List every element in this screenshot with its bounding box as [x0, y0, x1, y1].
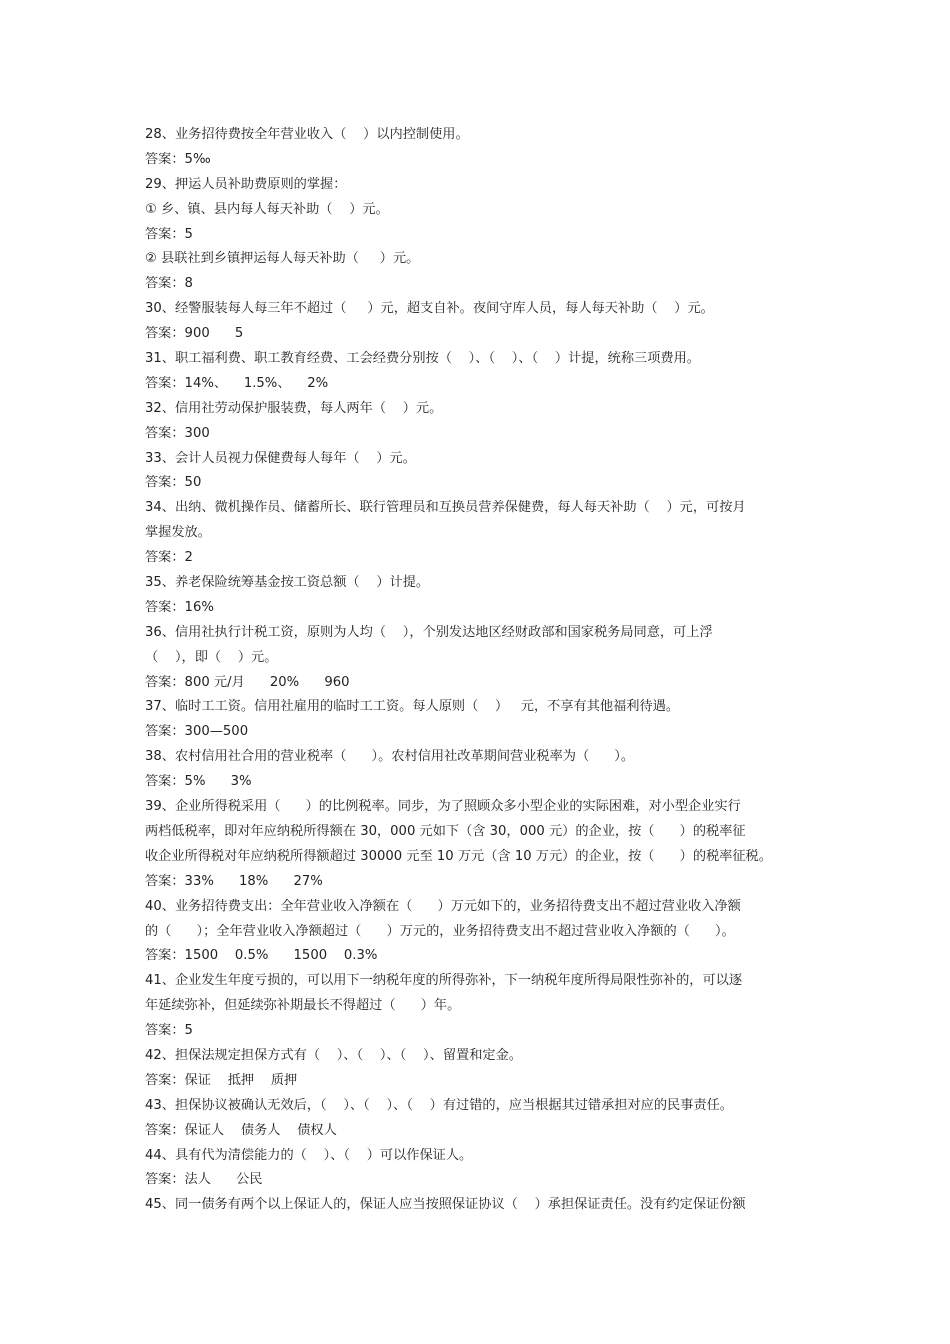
text-line: 的（ ）；全年营业收入净额超过（ ）万元的，业务招待费支出不超过营业收入净额的（ ）。: [145, 923, 735, 939]
text-line: 41、企业发生年度亏损的，可以用下一纳税年度的所得弥补，下一纳税年度所得局限性弥补的，可以逐: [145, 973, 743, 989]
text-line: 年延续弥补，但延续弥补期最长不得超过（ ）年。: [145, 998, 461, 1014]
answer-line: 答案：5: [145, 1023, 193, 1039]
text-line: 28、业务招待费按全年营业收入（ ）以内控制使用。: [145, 127, 469, 142]
text-line: 29、押运人员补助费原则的掌握：: [145, 176, 347, 192]
text-line: 40、业务招待费支出：全年营业收入净额在（ ）万元如下的，业务招待费支出不超过营业收入净额: [145, 898, 741, 914]
text-line: 两档低税率，即对年应纳税所得额在 30，000 元如下（含 30，000 元）的企业，按（ ）的税率征: [145, 823, 746, 839]
text-line: 39、企业所得税采用（ ）的比例税率。同步，为了照顾众多小型企业的实际困难，对小型企业实行: [145, 799, 741, 815]
text-line: 30、经警服装每人每三年不超过（ ）元，超支自补。夜间守库人员，每人每天补助（ ）元。: [145, 301, 714, 317]
answer-line: 答案：50: [145, 475, 202, 491]
answer-line: 答案：法人 公民: [145, 1172, 263, 1188]
answer-line: 答案：300: [145, 425, 210, 441]
answer-line: 答案：2: [145, 550, 193, 566]
document-body: [145, 123, 825, 1218]
answer-line: 答案：8: [145, 276, 193, 292]
answer-line: 答案：300—500: [145, 724, 249, 740]
answer-line: 答案：900 5: [145, 326, 244, 342]
answer-line: 答案：保证 抵押 质押: [145, 1072, 298, 1088]
answer-line: 答案：5% 3%: [145, 774, 252, 790]
text-line: 收企业所得税对年应纳税所得额超过 30000 元至 10 万元（含 10 万元）的企业，按（ ）的税率征税。: [145, 848, 772, 864]
text-line: 34、出纳、微机操作员、储蓄所长、联行管理员和互换员营养保健费，每人每天补助（ ）元，可按月: [145, 500, 746, 516]
text-line: ② 县联社到乡镇押运每人每天补助（ ）元。: [145, 251, 420, 267]
text-line: （ ），即（ ）元。: [145, 649, 278, 665]
answer-line: 答案：5: [145, 226, 193, 242]
answer-line: 答案：14%、 1.5%、 2%: [145, 375, 329, 391]
text-line: 42、担保法规定担保方式有（ ）、（ ）、（ ）、留置和定金。: [145, 1047, 522, 1063]
text-line: 31、职工福利费、职工教育经费、工会经费分别按（ ）、（ ）、（ ）计提，统称三项费用。: [145, 351, 700, 367]
text-line: 35、养老保险统筹基金按工资总额（ ）计提。: [145, 575, 430, 591]
answer-line: 答案：16%: [145, 599, 214, 615]
text-line: 掌握发放。: [145, 525, 211, 541]
text-line: 33、会计人员视力保健费每人每年（ ）元。: [145, 450, 416, 466]
answer-line: 答案：5‰: [145, 151, 211, 167]
answer-line: 答案：1500 0.5% 1500 0.3%: [145, 948, 378, 964]
text-line: 32、信用社劳动保护服装费，每人两年（ ）元。: [145, 400, 443, 416]
answer-line: 答案：33% 18% 27%: [145, 873, 323, 889]
text-line: 45、同一债务有两个以上保证人的，保证人应当按照保证协议（ ）承担保证责任。没有约定保证份额: [145, 1197, 746, 1213]
text-line: ① 乡、镇、县内每人每天补助（ ）元。: [145, 201, 389, 217]
answer-line: 答案：800 元/月 20% 960: [145, 674, 350, 690]
text-line: 38、农村信用社合用的营业税率（ ）。农村信用社改革期间营业税率为（ ）。: [145, 749, 635, 765]
text-line: 43、担保协议被确认无效后，（ ）、（ ）、（ ）有过错的，应当根据其过错承担对应的民事责任。: [145, 1097, 733, 1113]
answer-line: 答案：保证人 债务人 债权人: [145, 1122, 337, 1138]
text-line: 36、信用社执行计税工资，原则为人均（ ），个别发达地区经财政部和国家税务局同意，可上浮: [145, 624, 713, 640]
text-line: 44、具有代为清偿能力的（ ）、（ ）可以作保证人。: [145, 1147, 473, 1163]
text-line: 37、临时工工资。信用社雇用的临时工工资。每人原则（ ） 元，不享有其他福利待遇。: [145, 699, 680, 715]
